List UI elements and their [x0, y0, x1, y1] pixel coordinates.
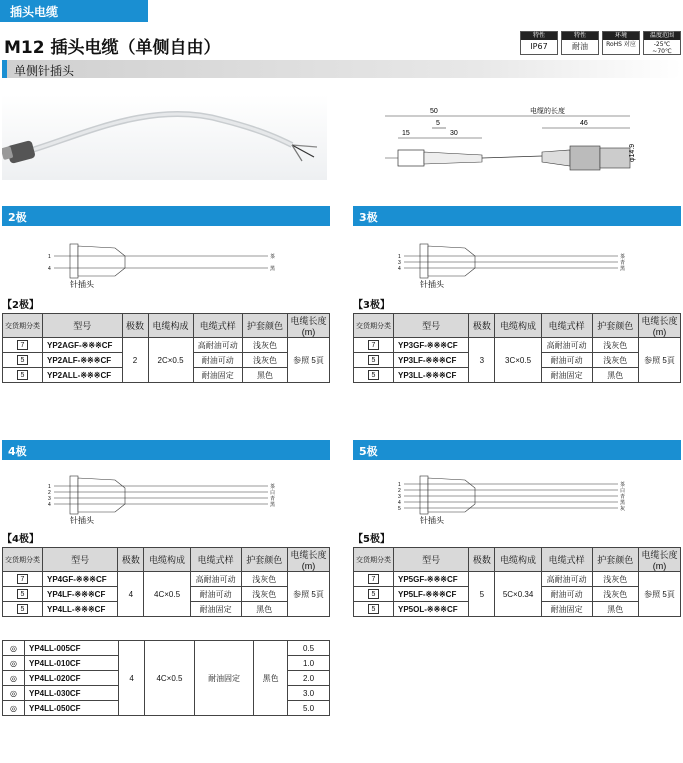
model-cell: YP4LL-030CF: [25, 686, 119, 701]
col-style: 电缆式样: [541, 314, 592, 338]
table-header-row: [354, 314, 681, 338]
spec-badges: [520, 31, 681, 55]
col-color: 护套颜色: [592, 548, 638, 572]
color-cell: 黑色: [592, 602, 638, 617]
subtitle-bar: [2, 60, 682, 78]
length-cell: 参照 5頁: [639, 572, 681, 617]
col-code: 交货期分类: [3, 548, 43, 572]
col-config: 电缆构成: [144, 548, 190, 572]
delivery-code: 7: [368, 574, 379, 584]
wiring-diagram-5pole: [390, 470, 650, 526]
length-cell: 2.0: [288, 671, 330, 686]
pin-label: 4: [48, 266, 51, 272]
wire-label: 黑: [620, 500, 626, 506]
spec-head: 特性: [562, 32, 598, 40]
style-cell: 高耐油可动: [541, 572, 592, 587]
delivery-code: 5: [368, 604, 379, 614]
col-style: 电缆式样: [193, 314, 242, 338]
color-cell: 浅灰色: [592, 353, 638, 368]
table-title-2pole: 【2极】: [2, 300, 39, 311]
style-cell: 耐油固定: [190, 602, 241, 617]
table-title-5pole: 【5极】: [353, 534, 390, 545]
table-header-row: [354, 548, 681, 572]
category-tab: 插头电缆: [0, 0, 148, 22]
dim-30: 30: [450, 130, 458, 137]
delivery-code: 7: [17, 574, 28, 584]
page-title: M12 插头电缆（单侧自由）: [4, 38, 221, 58]
model-cell: YP2ALL-※※※CF: [43, 368, 123, 383]
delivery-code: 5: [17, 355, 28, 365]
dim-5: 5: [436, 120, 440, 127]
diagram-label: 针插头: [420, 280, 444, 289]
model-cell: YP4LL-050CF: [25, 701, 119, 716]
delivery-code: 5: [368, 355, 379, 365]
length-cell: 5.0: [288, 701, 330, 716]
wire-label: 青: [270, 496, 276, 502]
wire-label: 茶: [620, 254, 626, 260]
col-config: 电缆构成: [495, 548, 541, 572]
config-cell: 3C×0.5: [495, 338, 541, 383]
length-cell: 1.0: [288, 656, 330, 671]
pin-label: 2: [48, 490, 51, 496]
config-cell: 5C×0.34: [495, 572, 541, 617]
config-cell: 4C×0.5: [145, 641, 195, 716]
code-cell: [354, 353, 394, 368]
code-cell: [3, 602, 43, 617]
table-row: [3, 572, 330, 587]
wire-label: 茶: [270, 254, 276, 260]
style-cell: 耐油可动: [193, 353, 242, 368]
spec-badge: [602, 31, 640, 55]
diagram-label: 针插头: [70, 516, 94, 525]
model-cell: YP5GF-※※※CF: [394, 572, 469, 587]
wiring-diagram-4pole: [40, 470, 300, 526]
poles-cell: 2: [122, 338, 148, 383]
style-cell: 耐油固定: [541, 368, 592, 383]
dim-14-9: φ14.9: [629, 143, 636, 162]
table-title-3pole: 【3极】: [353, 300, 390, 311]
table-row: [3, 641, 330, 656]
model-cell: YP4LF-※※※CF: [43, 587, 118, 602]
pin-label: 1: [398, 482, 401, 488]
style-cell: 高耐油可动: [541, 338, 592, 353]
col-model: 型号: [394, 548, 469, 572]
color-cell: 黑色: [254, 641, 288, 716]
poles-cell: 4: [119, 641, 145, 716]
length-cell: 参照 5頁: [288, 338, 330, 383]
pin-label: 1: [48, 484, 51, 490]
wire-label: 黑: [270, 266, 276, 272]
model-cell: YP4LL-※※※CF: [43, 602, 118, 617]
table-5pole: [353, 547, 681, 617]
dim-cable-length: 电缆的长度: [530, 108, 565, 115]
dim-15: 15: [402, 130, 410, 137]
spec-head: 环境: [603, 32, 639, 40]
delivery-code: 5: [17, 370, 28, 380]
table-2pole: [2, 313, 330, 383]
subtitle: 单侧针插头: [14, 64, 75, 78]
col-style: 电缆式样: [541, 548, 592, 572]
col-color: 护套颜色: [592, 314, 638, 338]
spec-badge: [561, 31, 599, 55]
table-3pole: [353, 313, 681, 383]
style-cell: 高耐油可动: [190, 572, 241, 587]
pin-label: 1: [398, 254, 401, 260]
section-bar-5pole: 5极: [353, 440, 681, 460]
code-cell: [3, 368, 43, 383]
col-model: 型号: [394, 314, 469, 338]
table-row: [354, 572, 681, 587]
subtitle-marker: [2, 60, 7, 78]
code-cell: [354, 587, 394, 602]
col-poles: 极数: [122, 314, 148, 338]
dim-46: 46: [580, 120, 588, 127]
col-poles: 极数: [469, 314, 495, 338]
section-bar-3pole: 3极: [353, 206, 681, 226]
section-bar-4pole: 4极: [2, 440, 330, 460]
delivery-code: 5: [17, 604, 28, 614]
wiring-diagram-2pole: [40, 238, 300, 290]
code-cell: ◎: [3, 671, 25, 686]
model-cell: YP3GF-※※※CF: [394, 338, 469, 353]
model-cell: YP4LL-005CF: [25, 641, 119, 656]
color-cell: 黑色: [242, 368, 287, 383]
section-bar-2pole: 2极: [2, 206, 330, 226]
col-code: 交货期分类: [3, 314, 43, 338]
model-cell: YP2ALF-※※※CF: [43, 353, 123, 368]
delivery-code: 7: [17, 340, 28, 350]
code-cell: [3, 338, 43, 353]
col-length: 电缆长度(m): [288, 314, 330, 338]
col-config: 电缆构成: [495, 314, 541, 338]
col-length: 电缆长度(m): [639, 314, 681, 338]
code-cell: [3, 587, 43, 602]
col-config: 电缆构成: [148, 314, 193, 338]
spec-value: IP67: [530, 42, 548, 51]
pin-label: 1: [48, 254, 51, 260]
model-cell: YP5OL-※※※CF: [394, 602, 469, 617]
code-cell: ◎: [3, 656, 25, 671]
table-row: [3, 338, 330, 353]
col-model: 型号: [43, 548, 118, 572]
pin-label: 3: [48, 496, 51, 502]
col-color: 护套颜色: [242, 314, 287, 338]
code-cell: [354, 602, 394, 617]
code-cell: [354, 338, 394, 353]
wiring-diagram-3pole: [390, 238, 650, 290]
length-cell: 0.5: [288, 641, 330, 656]
col-poles: 极数: [469, 548, 495, 572]
style-cell: 耐油可动: [190, 587, 241, 602]
col-model: 型号: [43, 314, 123, 338]
diagram-label: 针插头: [70, 280, 94, 289]
style-cell: 耐油可动: [541, 353, 592, 368]
wire-label: 茶: [620, 482, 626, 488]
config-cell: 4C×0.5: [144, 572, 190, 617]
col-poles: 极数: [118, 548, 144, 572]
spec-badge: [643, 31, 681, 55]
col-length: 电缆长度(m): [639, 548, 681, 572]
style-cell: 耐油可动: [541, 587, 592, 602]
color-cell: 浅灰色: [592, 572, 638, 587]
style-cell: 耐油固定: [193, 368, 242, 383]
spec-value: 耐油: [572, 42, 588, 51]
col-code: 交货期分类: [354, 548, 394, 572]
spec-head: 温度范围: [644, 32, 680, 40]
spec-badge: [520, 31, 558, 55]
table-4pole-lengths: [2, 640, 330, 716]
code-cell: [354, 572, 394, 587]
model-cell: YP4LL-010CF: [25, 656, 119, 671]
product-photo: [2, 95, 327, 180]
poles-cell: 4: [118, 572, 144, 617]
dim-50: 50: [430, 108, 438, 115]
poles-cell: 5: [469, 572, 495, 617]
model-cell: YP4LL-020CF: [25, 671, 119, 686]
model-cell: YP3LF-※※※CF: [394, 353, 469, 368]
diagram-label: 针插头: [420, 516, 444, 525]
wire-label: 白: [620, 488, 626, 494]
pin-label: 5: [398, 506, 401, 512]
wire-label: 茶: [270, 484, 276, 490]
spec-value: -25℃ ~70℃: [652, 41, 672, 55]
wire-label: 青: [620, 494, 626, 500]
table-header-row: [3, 314, 330, 338]
style-cell: 高耐油可动: [193, 338, 242, 353]
color-cell: 浅灰色: [241, 587, 287, 602]
table-header-row: [3, 548, 330, 572]
color-cell: 浅灰色: [592, 338, 638, 353]
delivery-code: 5: [368, 370, 379, 380]
color-cell: 浅灰色: [242, 338, 287, 353]
dimension-drawing: [370, 100, 670, 190]
model-cell: YP5LF-※※※CF: [394, 587, 469, 602]
wire-label: 白: [270, 490, 276, 496]
pin-label: 4: [398, 500, 401, 506]
length-cell: 参照 5頁: [288, 572, 330, 617]
model-cell: YP3LL-※※※CF: [394, 368, 469, 383]
pin-label: 2: [398, 488, 401, 494]
spec-head: 特性: [521, 32, 557, 40]
table-4pole: [2, 547, 330, 617]
code-cell: ◎: [3, 701, 25, 716]
wire-label: 黑: [270, 502, 276, 508]
table-row: [354, 338, 681, 353]
delivery-code: 5: [17, 589, 28, 599]
pin-label: 4: [48, 502, 51, 508]
code-cell: [3, 572, 43, 587]
cable-photo-illustration: [2, 95, 327, 180]
pin-label: 3: [398, 260, 401, 266]
pin-label: 4: [398, 266, 401, 272]
length-cell: 3.0: [288, 686, 330, 701]
color-cell: 黑色: [241, 602, 287, 617]
style-cell: 耐油固定: [194, 641, 253, 716]
model-cell: YP2AGF-※※※CF: [43, 338, 123, 353]
length-cell: 参照 5頁: [639, 338, 681, 383]
col-color: 护套颜色: [241, 548, 287, 572]
style-cell: 耐油固定: [541, 602, 592, 617]
wire-label: 黑: [620, 266, 626, 272]
col-length: 电缆长度(m): [288, 548, 330, 572]
code-cell: [354, 368, 394, 383]
poles-cell: 3: [469, 338, 495, 383]
model-cell: YP4GF-※※※CF: [43, 572, 118, 587]
color-cell: 黑色: [592, 368, 638, 383]
spec-value: RoHS 对应: [606, 41, 636, 48]
code-cell: [3, 353, 43, 368]
code-cell: ◎: [3, 641, 25, 656]
color-cell: 浅灰色: [242, 353, 287, 368]
col-code: 交货期分类: [354, 314, 394, 338]
wire-label: 青: [620, 260, 626, 266]
color-cell: 浅灰色: [592, 587, 638, 602]
col-style: 电缆式样: [190, 548, 241, 572]
delivery-code: 5: [368, 589, 379, 599]
color-cell: 浅灰色: [241, 572, 287, 587]
wire-label: 灰: [620, 506, 626, 512]
delivery-code: 7: [368, 340, 379, 350]
code-cell: ◎: [3, 686, 25, 701]
pin-label: 3: [398, 494, 401, 500]
config-cell: 2C×0.5: [148, 338, 193, 383]
table-title-4pole: 【4极】: [2, 534, 39, 545]
